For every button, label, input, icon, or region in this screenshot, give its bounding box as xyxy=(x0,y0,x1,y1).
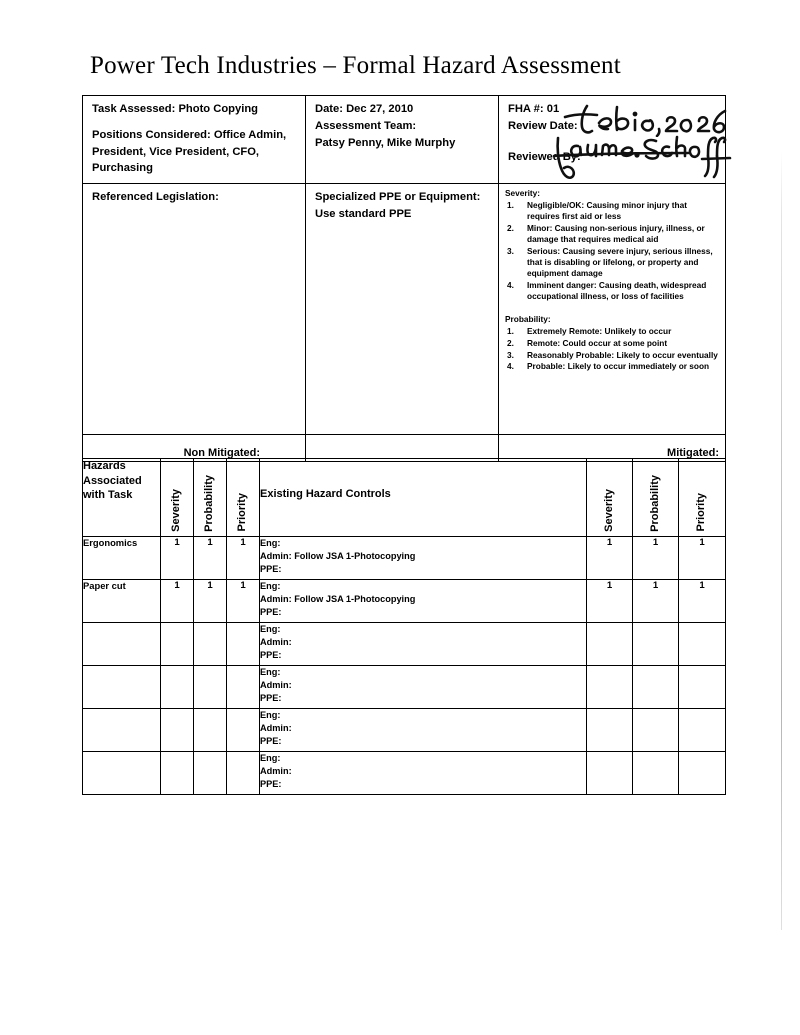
row-mitigated-priority[interactable] xyxy=(679,709,726,752)
table-row xyxy=(83,623,726,666)
row-control-admin: Admin: xyxy=(260,766,292,777)
row-control-eng: Eng: xyxy=(260,710,281,720)
severity-item xyxy=(505,223,719,245)
row-priority[interactable] xyxy=(227,709,260,752)
severity-heading: Severity: xyxy=(505,188,541,199)
hazard-grid-header-row xyxy=(83,459,726,537)
probability-item-number: 2. xyxy=(507,338,514,348)
header-row-identification xyxy=(83,96,726,184)
row-control-ppe: PPE: xyxy=(260,564,282,575)
row-controls[interactable] xyxy=(260,752,587,795)
probability-item-number: 1. xyxy=(507,326,514,337)
probability-heading: Probability: xyxy=(505,314,551,325)
probability-item-text: Remote: Could occur at some point xyxy=(527,338,668,348)
row-probability[interactable] xyxy=(194,666,227,709)
row-probability[interactable]: 1 xyxy=(194,580,227,623)
positions-considered-label: Positions Considered: xyxy=(92,128,211,141)
row-mitigated-priority[interactable]: 1 xyxy=(679,580,726,623)
row-controls[interactable] xyxy=(260,580,587,623)
fha-number-label: FHA #: xyxy=(508,103,544,115)
column-header-mitigated-severity xyxy=(587,459,633,537)
row-hazard-name[interactable] xyxy=(83,623,161,666)
task-assessed-cell xyxy=(83,96,306,184)
row-mitigated-probability[interactable] xyxy=(633,623,679,666)
assessment-team-label: Assessment Team: xyxy=(315,119,417,132)
row-probability[interactable] xyxy=(194,752,227,795)
date-line xyxy=(315,101,490,118)
row-mitigated-probability[interactable] xyxy=(633,666,679,709)
row-priority[interactable]: 1 xyxy=(227,580,260,623)
probability-item xyxy=(505,350,719,361)
column-header-mitigated-probability xyxy=(633,459,679,537)
row-severity[interactable] xyxy=(161,752,194,795)
column-header-priority-label: Priority xyxy=(236,493,248,532)
severity-item xyxy=(505,280,719,302)
referenced-legislation-cell xyxy=(83,184,306,435)
table-row xyxy=(83,537,726,580)
row-control-eng: Eng: xyxy=(260,667,281,677)
header-spacer xyxy=(92,118,297,127)
row-priority[interactable] xyxy=(227,666,260,709)
row-controls[interactable] xyxy=(260,623,587,666)
assessment-header-table xyxy=(82,95,726,462)
row-control-eng: Eng: xyxy=(260,624,281,634)
reviewed-by-label: Reviewed By: xyxy=(508,150,581,163)
non-mitigated-label: Non Mitigated: xyxy=(183,447,260,460)
fha-number-line xyxy=(508,101,717,118)
row-control-admin: Admin: xyxy=(260,723,292,734)
specialized-ppe-label: Specialized PPE or Equipment: xyxy=(315,191,481,204)
task-assessed-value: Photo Copying xyxy=(178,103,258,115)
row-probability[interactable] xyxy=(194,623,227,666)
referenced-legislation-label: Referenced Legislation: xyxy=(92,191,219,204)
probability-item-text: Probable: Likely to occur immediately or soon xyxy=(527,361,710,372)
severity-item-number: 1. xyxy=(507,200,514,211)
row-mitigated-priority[interactable] xyxy=(679,666,726,709)
row-priority[interactable] xyxy=(227,623,260,666)
row-hazard-name[interactable] xyxy=(83,666,161,709)
row-control-ppe: PPE: xyxy=(260,607,282,618)
severity-item-text: Imminent danger: Causing death, widespread occupational illness, or loss of facilities xyxy=(527,279,707,301)
column-header-severity xyxy=(161,459,194,537)
column-header-probability xyxy=(194,459,227,537)
severity-item xyxy=(505,200,719,222)
row-control-eng: Eng: xyxy=(260,581,281,591)
table-row xyxy=(83,580,726,623)
row-control-admin: Admin: xyxy=(260,637,292,648)
row-severity[interactable]: 1 xyxy=(161,580,194,623)
probability-item-number: 3. xyxy=(507,349,514,360)
assessment-team-value: Patsy Penny, Mike Murphy xyxy=(315,136,456,149)
row-control-ppe: PPE: xyxy=(260,736,282,747)
page-title: Power Tech Industries – Formal Hazard Assessment xyxy=(90,52,621,79)
severity-item-text: Serious: Causing severe injury, serious illness, that is disabling or lifelong, or property and equipment damage xyxy=(527,245,713,278)
table-row xyxy=(83,752,726,795)
row-severity[interactable] xyxy=(161,709,194,752)
reviewed-by-line xyxy=(508,149,717,166)
hazard-assessment-grid xyxy=(82,458,726,795)
row-mitigated-priority[interactable]: 1 xyxy=(679,537,726,580)
column-header-hazards: Hazards Associated with Task xyxy=(83,459,161,537)
column-header-controls: Existing Hazard Controls xyxy=(260,459,587,537)
row-mitigated-severity[interactable] xyxy=(587,709,633,752)
legend-gap xyxy=(505,302,719,314)
row-mitigated-probability[interactable] xyxy=(633,709,679,752)
date-team-cell xyxy=(306,96,499,184)
severity-item xyxy=(505,246,719,279)
row-probability[interactable]: 1 xyxy=(194,537,227,580)
header-row-legislation-ppe-legend xyxy=(83,184,726,435)
row-mitigated-probability[interactable]: 1 xyxy=(633,580,679,623)
row-severity[interactable] xyxy=(161,666,194,709)
task-assessed-line xyxy=(92,101,297,118)
severity-item-text: Negligible/OK: Causing minor injury that requires first aid or less xyxy=(527,200,687,222)
row-mitigated-probability[interactable] xyxy=(633,752,679,795)
probability-item xyxy=(505,361,719,372)
row-severity[interactable]: 1 xyxy=(161,537,194,580)
row-mitigated-priority[interactable] xyxy=(679,623,726,666)
row-severity[interactable] xyxy=(161,623,194,666)
column-header-mitigated-probability-label: Probability xyxy=(648,475,661,532)
column-header-mitigated-priority-label: Priority xyxy=(695,493,707,532)
probability-list xyxy=(505,326,719,372)
date-label: Date: xyxy=(315,103,343,115)
row-controls[interactable] xyxy=(260,666,587,709)
row-probability[interactable] xyxy=(194,709,227,752)
row-controls[interactable] xyxy=(260,709,587,752)
severity-probability-legend-cell xyxy=(499,184,726,435)
row-mitigated-severity[interactable]: 1 xyxy=(587,537,633,580)
row-priority[interactable] xyxy=(227,752,260,795)
severity-item-number: 3. xyxy=(507,245,514,256)
column-header-mitigated-priority xyxy=(679,459,726,537)
probability-item-text: Extremely Remote: Unlikely to occur xyxy=(527,326,672,337)
specialized-ppe-cell xyxy=(306,184,499,435)
column-header-priority xyxy=(227,459,260,537)
mitigated-label: Mitigated: xyxy=(667,447,719,460)
review-date-line xyxy=(508,118,717,135)
row-control-eng: Eng: xyxy=(260,753,281,763)
row-mitigated-severity[interactable] xyxy=(587,623,633,666)
row-mitigated-probability[interactable]: 1 xyxy=(633,537,679,580)
row-control-ppe: PPE: xyxy=(260,693,282,704)
row-control-admin: Admin: Follow JSA 1-Photocopying xyxy=(260,594,416,605)
severity-item-text: Minor: Causing non-serious injury, illness, or damage that requires medical aid xyxy=(527,223,705,245)
probability-item-number: 4. xyxy=(507,361,514,372)
severity-item-number: 4. xyxy=(507,279,514,290)
row-controls[interactable] xyxy=(260,537,587,580)
specialized-ppe-value: Use standard PPE xyxy=(315,207,412,220)
positions-considered-line xyxy=(92,127,297,177)
row-mitigated-severity[interactable] xyxy=(587,666,633,709)
column-header-severity-label: Severity xyxy=(170,489,182,532)
scan-edge-artifact-right xyxy=(781,150,782,930)
row-hazard-name[interactable]: Ergonomics xyxy=(83,537,161,580)
fha-number-value: 01 xyxy=(546,103,560,115)
review-date-label: Review Date: xyxy=(508,119,578,132)
row-hazard-name[interactable] xyxy=(83,752,161,795)
row-mitigated-priority[interactable] xyxy=(679,752,726,795)
row-mitigated-severity[interactable] xyxy=(587,752,633,795)
row-mitigated-severity[interactable]: 1 xyxy=(587,580,633,623)
severity-item-number: 2. xyxy=(507,223,514,234)
column-header-probability-label: Probability xyxy=(203,475,215,532)
table-row xyxy=(83,666,726,709)
row-control-ppe: PPE: xyxy=(260,779,282,790)
table-row xyxy=(83,709,726,752)
probability-item xyxy=(505,338,719,349)
row-priority[interactable]: 1 xyxy=(227,537,260,580)
row-control-ppe: PPE: xyxy=(260,650,282,661)
row-hazard-name[interactable]: Paper cut xyxy=(83,580,161,623)
probability-item-text: Reasonably Probable: Likely to occur eventually xyxy=(527,349,718,360)
row-hazard-name[interactable] xyxy=(83,709,161,752)
task-assessed-label: Task Assessed: xyxy=(92,103,176,115)
positions-considered-value: Office Admin, President, Vice President, CFO, Purchasing xyxy=(92,128,287,175)
review-spacer xyxy=(508,135,717,149)
probability-item xyxy=(505,326,719,337)
severity-list xyxy=(505,200,719,301)
row-control-admin: Admin: xyxy=(260,680,292,691)
row-control-eng: Eng: xyxy=(260,538,281,548)
row-control-admin: Admin: Follow JSA 1-Photocopying xyxy=(260,551,416,562)
date-value: Dec 27, 2010 xyxy=(346,103,414,115)
column-header-mitigated-severity-label: Severity xyxy=(602,489,615,532)
fha-review-cell xyxy=(499,96,726,184)
